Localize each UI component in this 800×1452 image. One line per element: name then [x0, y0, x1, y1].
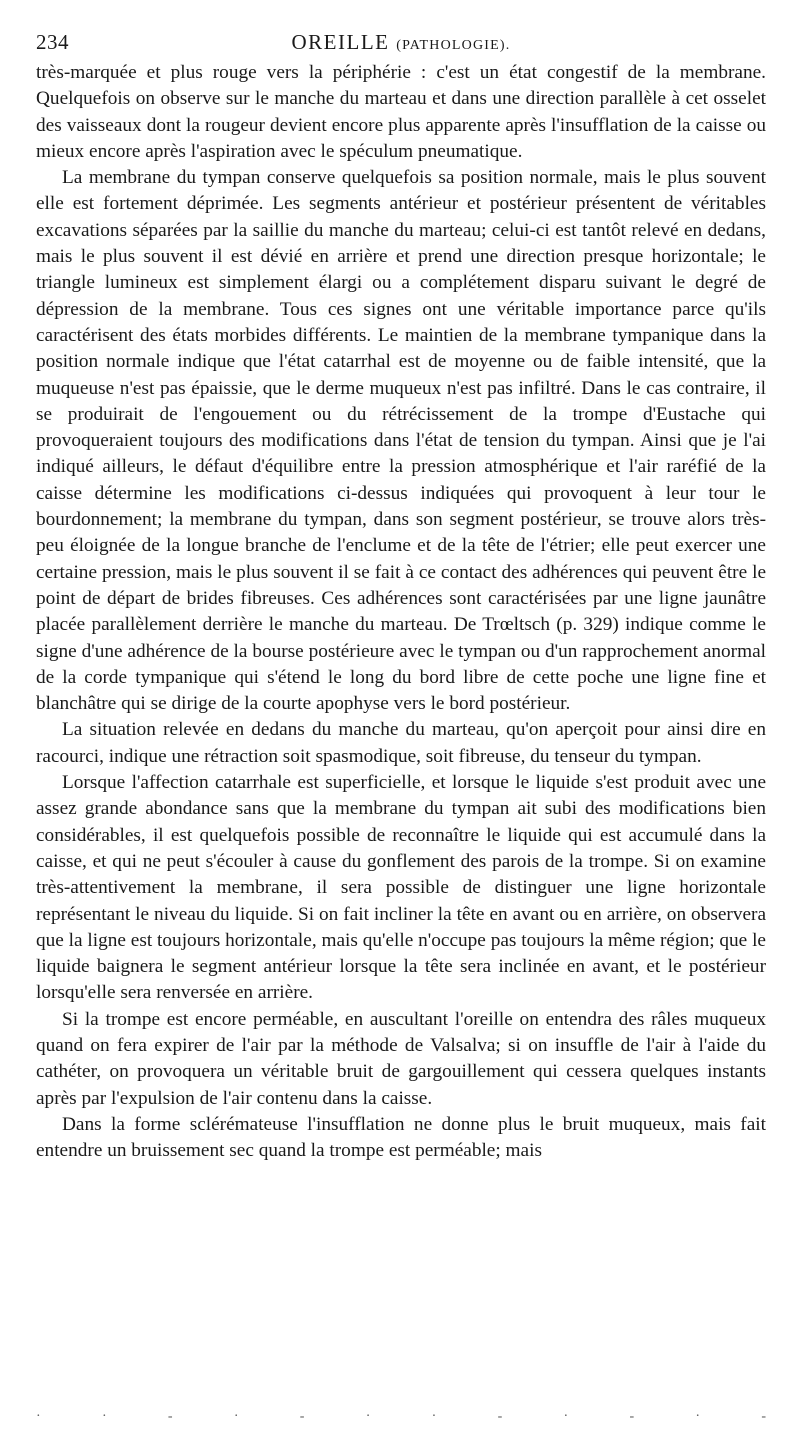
paragraph: La membrane du tympan conserve quelquefois sa position normale, mais le plus souvent elle est fortement déprimée. Les segments antérieur et postérieur présentent de véritables excavations séparées par la saillie du manche du marteau; celui-ci est tantôt relevé en dedans, mais le plus souvent il est dévié en arrière et prend une direction presque horizontale; le triangle lumineux est simplement élargi ou a complétement disparu suivant le degré de dépression de la membrane. Tous ces signes ont une véritable importance parce qu'ils caractérisent des états morbides différents. Le maintien de la membrane tympanique dans la position normale indique que l'état catarrhal est de moyenne ou de faible intensité, que la muqueuse n'est pas épaissie, que le derme muqueux n'est pas infiltré. Dans le cas contraire, il se produirait de l'engouement ou du rétrécissement de la trompe d'Eustache qui provoqueraient toujours des modifications dans l'état de tension du tympan. Ainsi que je l'ai indiqué ailleurs, le défaut d'équilibre entre la pression atmosphérique et l'air raréfié de la caisse détermine les modifications ci-dessus indiquées qui provoquent à leur tour le bourdonnement; la membrane du tympan, dans son segment postérieur, se trouve alors très-peu éloignée de la longue branche de l'enclume et de la tête de l'étrier; elle peut exercer une certaine pression, mais le plus souvent il se fait à ce contact des adhérences qui peuvent être le point de départ de brides fibreuses. Ces adhérences sont caractérisées par une ligne jaunâtre placée parallèlement derrière le manche du marteau. De Trœltsch (p. 329) indique comme le signe d'une adhérence de la bourse postérieure avec le tympan ou d'un rapprochement anormal de la corde tympanique qui s'étend le long du bord libre de cette poche une ligne fine et blanchâtre qui se dirige de la courte apophyse vers le bord postérieur.	[36, 167, 766, 715]
paragraph: Lorsque l'affection catarrhale est superficielle, et lorsque le liquide s'est produit avec une assez grande abondance sans que la membrane du tympan ait subi des modifications bien considérables, il est quelquefois possible de reconnaître le liquide qui est accumulé dans la caisse, et qui ne peut s'écouler à cause du gonflement des parois de la trompe. Si on examine très-attentivement la membrane, il sera possible de distinguer une ligne horizontale représentant le niveau du liquide. Si on fait incliner la tête en avant ou en arrière, on observera que la ligne est toujours horizontale, mais qu'elle n'occupe pas toujours la même région; que le liquide baignera le segment antérieur lorsque la tête sera inclinée en avant, et le postérieur lorsqu'elle sera renversée en arrière.	[36, 772, 766, 1004]
print-mark: -	[497, 1409, 503, 1424]
print-mark: -	[629, 1409, 635, 1424]
print-mark: ·	[431, 1409, 437, 1424]
print-mark: ·	[365, 1409, 371, 1424]
paragraph: Dans la forme sclérémateuse l'insufflation ne donne plus le bruit muqueux, mais fait entendre un bruissement sec quand la trompe est perméable; mais	[36, 1113, 766, 1162]
book-page	[36, 24, 766, 1164]
print-mark: -	[167, 1409, 173, 1424]
running-title-main: OREILLE	[291, 30, 390, 54]
print-marks	[36, 1410, 766, 1424]
body-text	[36, 60, 766, 1164]
print-mark: ·	[695, 1409, 701, 1424]
print-mark: -	[761, 1409, 766, 1424]
paragraph: très-marquée et plus rouge vers la périphérie : c'est un état congestif de la membrane. Quelquefois on observe sur le manche du marteau et dans une direction parallèle à cet osselet des vaisseaux dont la rougeur devient encore plus apparente après l'insufflation de la caisse ou mieux encore après l'aspiration avec le spéculum pneumatique.	[36, 62, 766, 162]
print-mark: ·	[36, 1409, 41, 1424]
page-number: 234	[36, 30, 69, 54]
running-title	[36, 24, 766, 64]
print-mark: ·	[101, 1409, 107, 1424]
print-mark: ·	[563, 1409, 569, 1424]
paragraph: Si la trompe est encore perméable, en auscultant l'oreille on entendra des râles muqueux quand on fera expirer de l'air par la méthode de Valsalva; si on insuffle de l'air à l'aide du cathéter, on provoquera un véritable bruit de gargouillement qui cessera quelques instants après par l'expulsion de l'air contenu dans la caisse.	[36, 1008, 766, 1109]
running-title-sub: (PATHOLOGIE).	[396, 38, 511, 53]
paragraph: La situation relevée en dedans du manche du marteau, qu'on aperçoit pour ainsi dire en racourci, indique une rétraction soit spasmodique, soit fibreuse, du tenseur du tympan.	[36, 719, 766, 767]
running-head	[36, 24, 766, 60]
print-mark: ·	[233, 1409, 239, 1424]
print-mark: -	[299, 1409, 305, 1424]
